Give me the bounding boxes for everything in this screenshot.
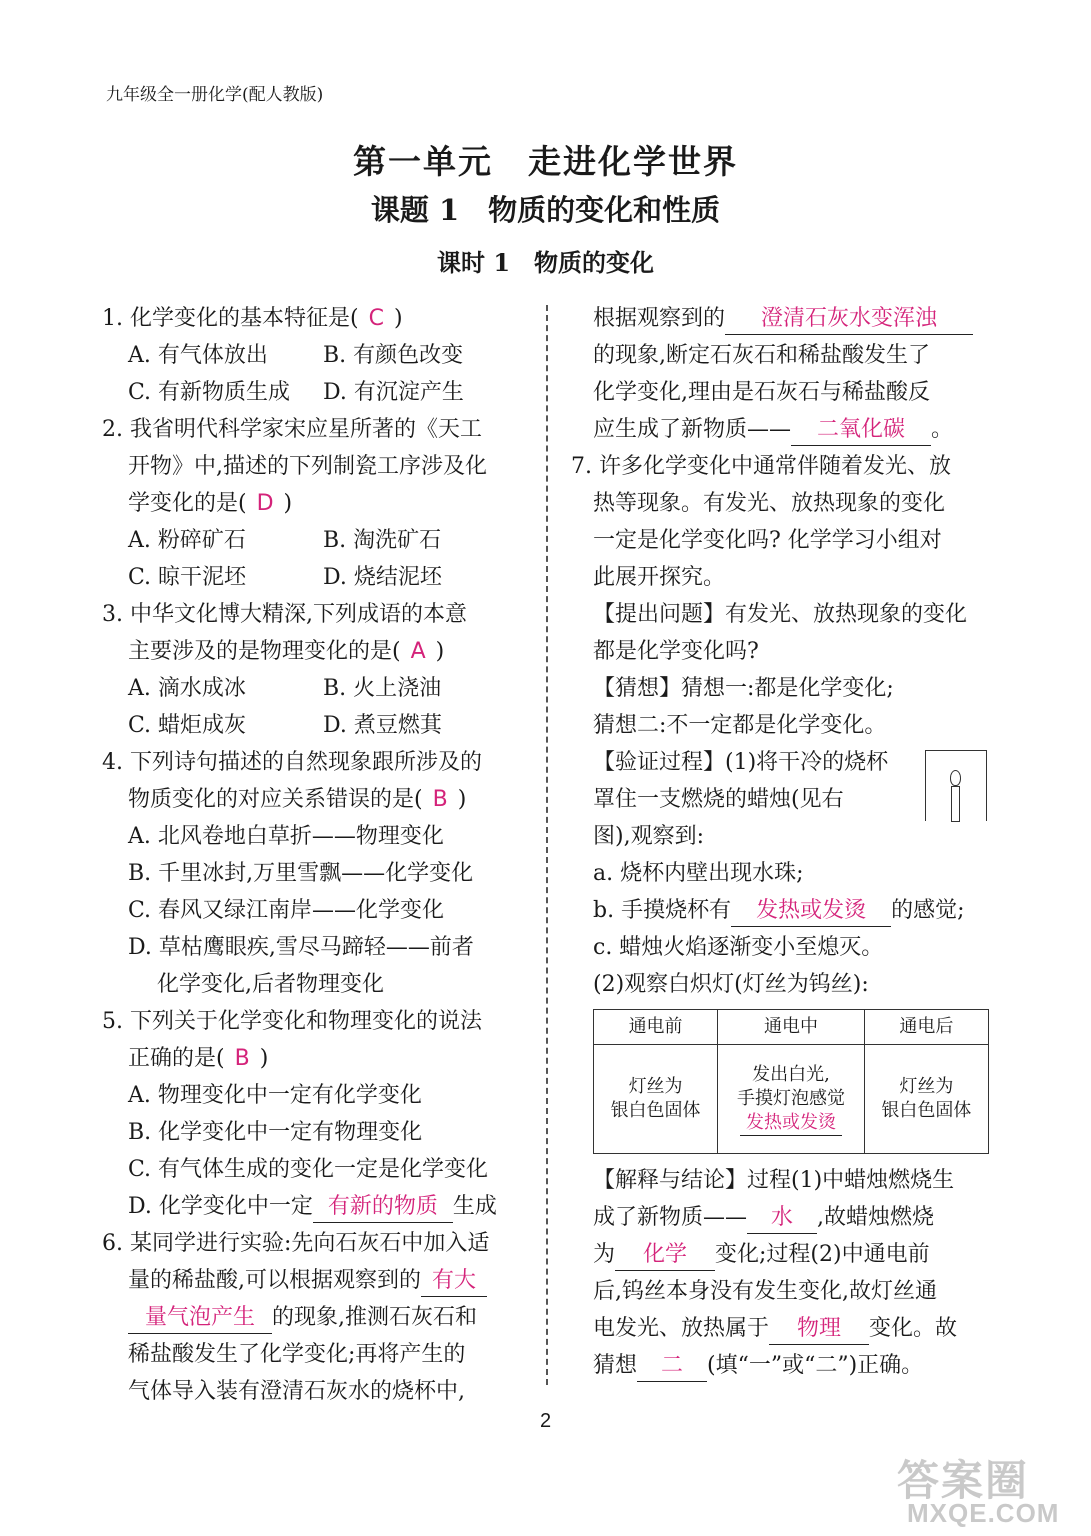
q1-stem: 1. 化学变化的基本特征是( xyxy=(102,306,359,331)
q7-explain-2-post: ,故蜡烛燃烧 xyxy=(817,1205,935,1230)
q7-problem-2: 都是化学变化吗? xyxy=(593,639,759,664)
lesson-title: 课题 1 物质的变化和性质 xyxy=(370,193,721,227)
q5-close: ) xyxy=(259,1046,269,1071)
running-header: 九年级全一册化学(配人教版) xyxy=(106,85,324,105)
table-cell-during xyxy=(718,1045,865,1154)
q3-option-d: D. 煮豆燃萁 xyxy=(323,713,442,738)
q5-line-2: 正确的是( xyxy=(128,1046,225,1071)
q7-step-2: (2)观察白炽灯(灯丝为钨丝): xyxy=(593,972,869,997)
q7-guess-2: 猜想二:不一定都是化学变化。 xyxy=(593,713,887,738)
q1-option-c: C. 有新物质生成 xyxy=(128,380,291,405)
q6-answer-1b: 量气泡产生 xyxy=(128,1303,272,1334)
q6-line-1: 6. 某同学进行实验:先向石灰石中加入适 xyxy=(102,1231,490,1256)
beaker-candle-figure xyxy=(917,748,993,820)
q3-option-b: B. 火上浇油 xyxy=(323,676,442,701)
observation-table xyxy=(593,1009,989,1154)
question-7 xyxy=(571,448,993,485)
table-cell-after xyxy=(864,1045,988,1154)
cell-before-line-2: 银白色固体 xyxy=(610,1100,701,1121)
q5-d-answer-blank: 有新的物质 xyxy=(313,1192,453,1223)
q2-option-a: A. 粉碎矿石 xyxy=(128,528,246,553)
q3-answer: A xyxy=(410,639,426,664)
q7-explain-3-pre: 为 xyxy=(593,1242,616,1267)
flame-icon xyxy=(950,770,961,786)
q7-explain-5-pre: 电发光、放热属于 xyxy=(593,1316,770,1341)
question-5 xyxy=(102,1003,527,1225)
period-title: 课时 1 物质的变化 xyxy=(436,248,655,277)
q2-option-b: B. 淘洗矿石 xyxy=(323,528,442,553)
cell-after-line-2: 银白色固体 xyxy=(881,1100,972,1121)
q2-line-2: 开物》中,描述的下列制瓷工序涉及化 xyxy=(128,454,487,479)
question-4 xyxy=(102,744,527,1003)
q5-option-a: A. 物理变化中一定有化学变化 xyxy=(128,1083,422,1108)
q2-line-3: 学变化的是( xyxy=(128,491,247,516)
q5-option-d-post: 生成 xyxy=(452,1194,497,1219)
q3-line-2: 主要涉及的是物理变化的是( xyxy=(128,639,401,664)
q7-explain-5-post: 变化。故 xyxy=(869,1316,958,1341)
q6-r-line-4: 应生成了新物质—— xyxy=(593,417,792,442)
q7-explain-6-answer: 二 xyxy=(637,1351,707,1382)
q1-close: ) xyxy=(393,306,403,331)
q2-option-c: C. 晾干泥坯 xyxy=(128,565,247,590)
q2-line-1: 2. 我省明代科学家宋应星所著的《天工 xyxy=(102,417,482,442)
q7-verify-2: 罩住一支燃烧的蜡烛(见右 xyxy=(593,787,844,812)
q5-answer: B xyxy=(234,1046,250,1071)
q4-option-d-line-2: 化学变化,后者物理变化 xyxy=(157,972,384,997)
q3-close: ) xyxy=(435,639,445,664)
q5-option-b: B. 化学变化中一定有物理变化 xyxy=(128,1120,423,1145)
q6-line-3: 的现象,推测石灰石和 xyxy=(272,1305,477,1330)
q7-explain-3-answer: 化学 xyxy=(615,1240,715,1271)
q5-option-c: C. 有气体生成的变化一定是化学变化 xyxy=(128,1157,489,1182)
q6-r-line-2: 的现象,断定石灰石和稀盐酸发生了 xyxy=(593,343,930,368)
question-6-continued xyxy=(593,300,993,448)
q4-close: ) xyxy=(457,787,467,812)
q1-option-d: D. 有沉淀产生 xyxy=(323,380,464,405)
page-number: 2 xyxy=(539,1410,552,1432)
q4-option-b: B. 千里冰封,万里雪飘——化学变化 xyxy=(128,861,474,886)
table-header-after: 通电后 xyxy=(864,1010,988,1045)
q4-line-2: 物质变化的对应关系错误的是( xyxy=(128,787,423,812)
q6-line-5: 气体导入装有澄清石灰水的烧杯中, xyxy=(128,1379,465,1404)
cell-after-line-1: 灯丝为 xyxy=(899,1076,954,1097)
q7-explain-4: 后,钨丝本身没有发生变化,故灯丝通 xyxy=(593,1279,937,1304)
verify-block xyxy=(593,744,993,855)
cell-during-line-1: 发出白光, xyxy=(752,1063,830,1085)
q6-answer-3: 二氧化碳 xyxy=(791,415,931,446)
q1-option-a: A. 有气体放出 xyxy=(128,343,268,368)
table-header-before: 通电前 xyxy=(594,1010,718,1045)
q7-verify-1: 【验证过程】(1)将干冷的烧杯 xyxy=(593,750,889,775)
q5-line-1: 5. 下列关于化学变化和物理变化的说法 xyxy=(102,1009,482,1034)
q3-line-1: 3. 中华文化博大精深,下列成语的本意 xyxy=(102,602,467,627)
q3-option-a: A. 滴水成冰 xyxy=(128,676,246,701)
q4-option-a: A. 北风卷地白草折——物理变化 xyxy=(128,824,444,849)
q7-explain-6-pre: 猜想 xyxy=(593,1353,638,1378)
q4-answer: B xyxy=(432,787,448,812)
table-cell-before xyxy=(594,1045,718,1154)
q7-obs-b-pre: b. 手摸烧杯有 xyxy=(593,898,732,923)
q4-option-c: C. 春风又绿江南岸——化学变化 xyxy=(128,898,445,923)
column-divider xyxy=(546,305,548,1385)
watermark-top: 答案圈 xyxy=(897,1456,1030,1505)
left-column xyxy=(102,300,527,1410)
q7-explain-2-pre: 成了新物质—— xyxy=(593,1205,748,1230)
q1-option-b: B. 有颜色改变 xyxy=(323,343,464,368)
q3-option-c: C. 蜡炬成灰 xyxy=(128,713,247,738)
cell-during-line-2: 手摸灯泡感觉 xyxy=(736,1087,845,1109)
table-header-during: 通电中 xyxy=(718,1010,865,1045)
q7-line-2: 热等现象。有发光、放热现象的变化 xyxy=(593,491,946,516)
q6-r-line-3: 化学变化,理由是石灰石与稀盐酸反 xyxy=(593,380,930,405)
q6-line-2: 量的稀盐酸,可以根据观察到的 xyxy=(128,1268,421,1293)
watermark-bottom: MXQE.COM xyxy=(907,1498,1060,1528)
q4-line-1: 4. 下列诗句描述的自然现象跟所涉及的 xyxy=(102,750,482,775)
q7-explain-5-answer: 物理 xyxy=(769,1314,869,1345)
q7-problem-1: 【提出问题】有发光、放热现象的变化 xyxy=(593,602,968,627)
q6-answer-1a: 有大 xyxy=(421,1266,487,1297)
q7-obs-a: a. 烧杯内壁出现水珠; xyxy=(593,861,804,886)
q2-option-d: D. 烧结泥坯 xyxy=(323,565,442,590)
q6-r-line-1: 根据观察到的 xyxy=(593,306,726,331)
question-2 xyxy=(102,411,527,596)
q5-option-d-pre: D. 化学变化中一定 xyxy=(128,1194,313,1219)
question-3 xyxy=(102,596,527,744)
q7-explain-6-post: (填“一”或“二”)正确。 xyxy=(707,1353,924,1378)
q7-explain-3-post: 变化;过程(2)中通电前 xyxy=(715,1242,930,1267)
question-7-body xyxy=(593,485,993,1384)
right-column xyxy=(571,300,993,1384)
q4-option-d-line-1: D. 草枯鹰眼疾,雪尽马蹄轻——前者 xyxy=(128,935,474,960)
q2-answer: D xyxy=(256,491,274,516)
q6-r-line-4-post: 。 xyxy=(931,417,954,442)
cell-before-line-1: 灯丝为 xyxy=(628,1076,683,1097)
candle-icon xyxy=(951,786,960,822)
watermark-logo xyxy=(887,1448,1077,1528)
q6-line-4: 稀盐酸发生了化学变化;再将产生的 xyxy=(128,1342,466,1367)
q7-explain-2-answer: 水 xyxy=(747,1203,817,1234)
q7-explain-1: 【解释与结论】过程(1)中蜡烛燃烧生 xyxy=(593,1168,955,1193)
q7-obs-b-post: 的感觉; xyxy=(891,898,965,923)
q7-line-3: 一定是化学变化吗? 化学学习小组对 xyxy=(593,528,942,553)
q6-answer-2: 澄清石灰水变浑浊 xyxy=(725,304,973,335)
q7-guess-1: 【猜想】猜想一:都是化学变化; xyxy=(593,676,894,701)
cell-during-answer: 发热或发烫 xyxy=(740,1111,842,1136)
question-1 xyxy=(102,300,527,411)
q1-answer: C xyxy=(368,306,384,331)
q7-obs-b-answer: 发热或发烫 xyxy=(731,896,891,927)
unit-title: 第一单元 走进化学世界 xyxy=(353,142,738,181)
question-6 xyxy=(102,1225,527,1410)
q7-line-4: 此展开探究。 xyxy=(593,565,726,590)
q7-obs-c: c. 蜡烛火焰逐渐变小至熄灭。 xyxy=(593,935,884,960)
q2-close: ) xyxy=(283,491,293,516)
q7-verify-3: 图),观察到: xyxy=(593,824,704,849)
q7-line-1: 7. 许多化学变化中通常伴随着发光、放 xyxy=(571,454,951,479)
